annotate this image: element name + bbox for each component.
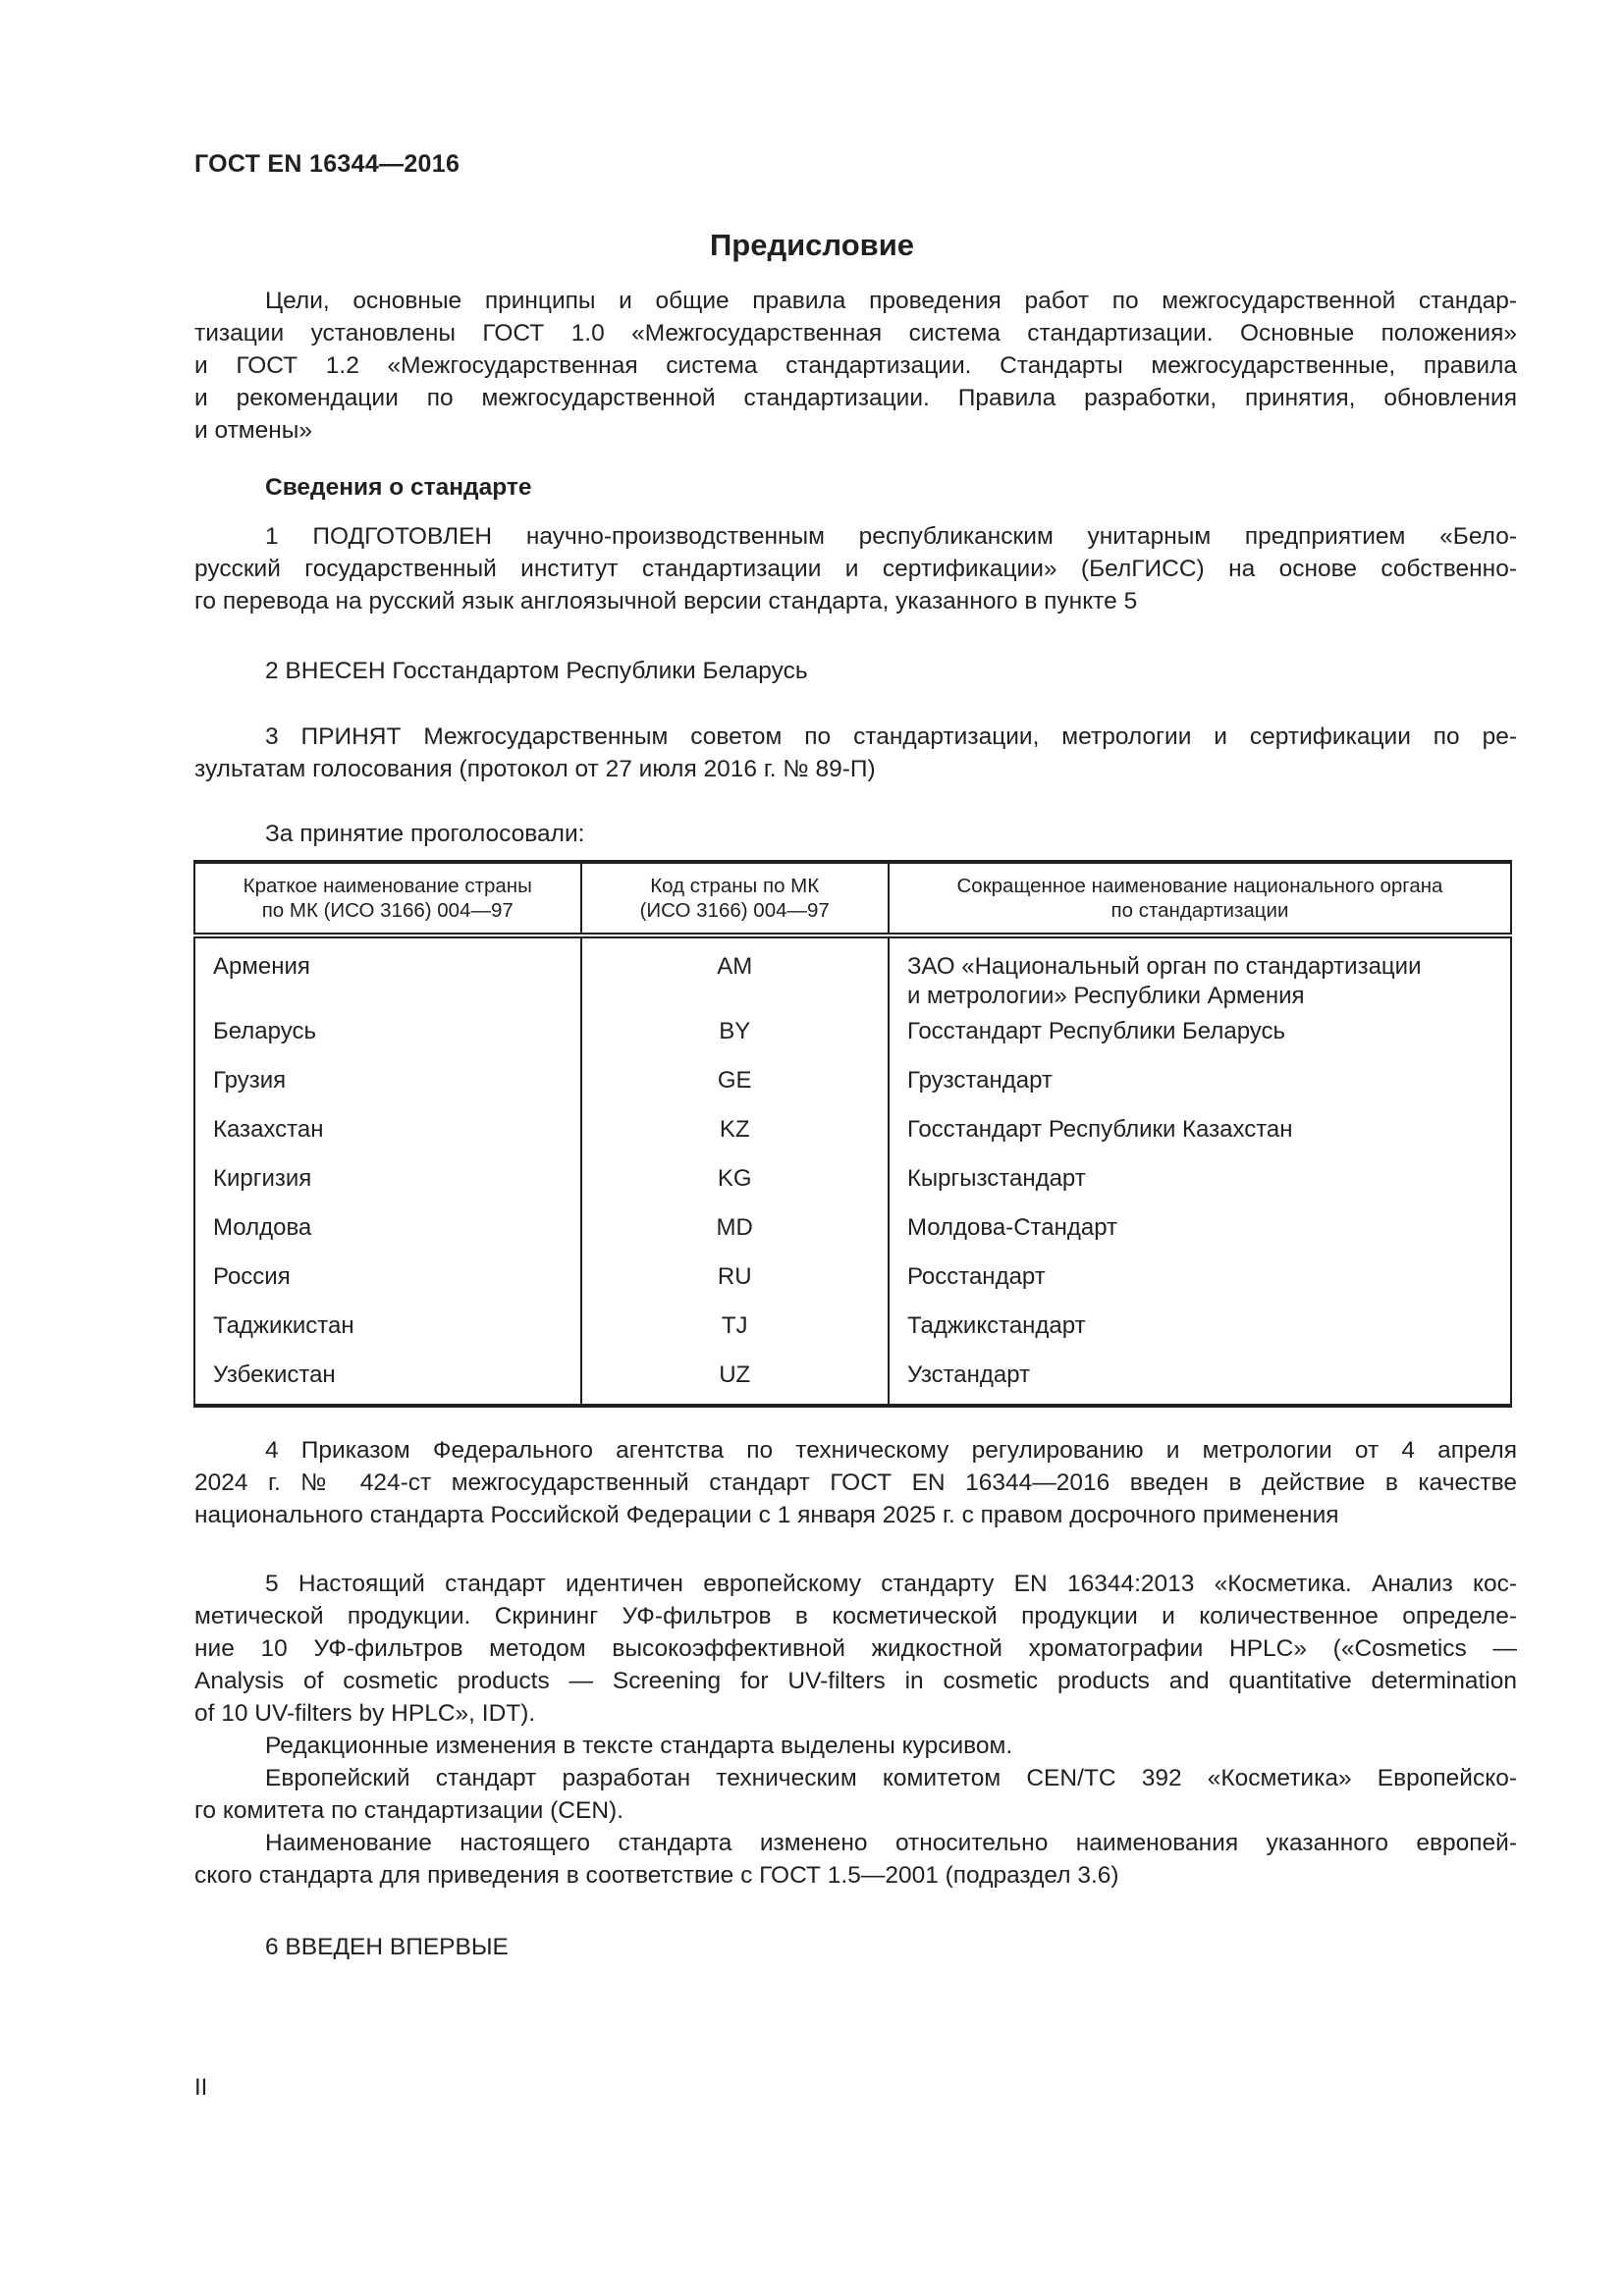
cell-code: KG bbox=[581, 1164, 889, 1213]
text-line: ского стандарта для приведения в соответствие с ГОСТ 1.5—2001 (подраздел 3.6) bbox=[194, 1862, 1119, 1889]
item-4-order bbox=[194, 1434, 1517, 1531]
cell-code: KZ bbox=[581, 1115, 889, 1164]
cell-country: Россия bbox=[194, 1262, 581, 1311]
text-line: национального стандарта Российской Федерации с 1 января 2025 г. с правом досрочного применения bbox=[194, 1502, 1339, 1528]
text-line: Analysis of cosmetic products — Screening for UV-filters in cosmetic products and quantitative determination bbox=[194, 1668, 1517, 1694]
table-row bbox=[194, 1213, 1511, 1262]
text-line: Редакционные изменения в тексте стандарта выделены курсивом. bbox=[265, 1733, 1013, 1759]
text-line: тизации установлены ГОСТ 1.0 «Межгосударственная система стандартизации. Основные положения» bbox=[194, 320, 1517, 347]
cell-country: Киргизия bbox=[194, 1164, 581, 1213]
cell-country: Грузия bbox=[194, 1066, 581, 1115]
text-line: го перевода на русский язык англоязычной версии стандарта, указанного в пункте 5 bbox=[194, 588, 1138, 614]
vote-label: За принятие проголосовали: bbox=[265, 821, 585, 847]
page-number: II bbox=[194, 2074, 208, 2101]
text-line: Наименование настоящего стандарта изменено относительно наименования указанного европей- bbox=[265, 1830, 1517, 1856]
column-header-code: Код страны по МК (ИСО 3166) 004—97 bbox=[581, 862, 889, 935]
cell-national-body: Узстандарт bbox=[889, 1361, 1511, 1406]
cell-country: Таджикистан bbox=[194, 1311, 581, 1361]
cell-code: UZ bbox=[581, 1361, 889, 1406]
cell-country: Казахстан bbox=[194, 1115, 581, 1164]
text-line: и рекомендации по межгосударственной стандартизации. Правила разработки, принятия, обновления bbox=[194, 385, 1517, 411]
text-line: и отмены» bbox=[194, 417, 313, 444]
document-code-header: ГОСТ EN 16344—2016 bbox=[194, 150, 460, 178]
text-line: 6 ВВЕДЕН ВПЕРВЫЕ bbox=[265, 1934, 509, 1960]
table-row bbox=[194, 1017, 1511, 1066]
text-line: Европейский стандарт разработан техническим комитетом CEN/TC 392 «Косметика» Европейско- bbox=[265, 1765, 1517, 1791]
item-2-submitted bbox=[194, 655, 1517, 687]
table-row bbox=[194, 1115, 1511, 1164]
voting-countries-table bbox=[193, 860, 1512, 1408]
intro-paragraph bbox=[194, 285, 1517, 447]
table-header-row bbox=[194, 862, 1511, 935]
section-heading-standard-info: Сведения о стандарте bbox=[265, 474, 532, 501]
text-line: 5 Настоящий стандарт идентичен европейскому стандарту EN 16344:2013 «Косметика. Анализ кос- bbox=[265, 1571, 1517, 1597]
cell-national-body: ЗАО «Национальный орган по стандартизации и метрологии» Республики Армения bbox=[889, 935, 1511, 1017]
cell-national-body: Грузстандарт bbox=[889, 1066, 1511, 1115]
item-3-adopted bbox=[194, 721, 1517, 785]
text-line: 4 Приказом Федерального агентства по техническому регулированию и метрологии от 4 апреля bbox=[265, 1437, 1517, 1464]
text-line: of 10 UV-filters by HPLC», IDT). bbox=[194, 1700, 536, 1727]
table-row bbox=[194, 1361, 1511, 1406]
item-6-introduced bbox=[194, 1931, 1517, 1963]
cell-country: Молдова bbox=[194, 1213, 581, 1262]
table-row bbox=[194, 1164, 1511, 1213]
table-row bbox=[194, 1311, 1511, 1361]
cell-country: Беларусь bbox=[194, 1017, 581, 1066]
item-5-identity bbox=[194, 1568, 1517, 1892]
cell-national-body: Таджикстандарт bbox=[889, 1311, 1511, 1361]
cell-national-body: Госстандарт Республики Казахстан bbox=[889, 1115, 1511, 1164]
text-line: ние 10 УФ-фильтров методом высокоэффективной жидкостной хроматографии HPLC» («Cosmetics — bbox=[194, 1635, 1517, 1662]
column-header-national-body: Сокращенное наименование национального органа по стандартизации bbox=[889, 862, 1511, 935]
text-line: 2024 г. № 424-ст межгосударственный стандарт ГОСТ EN 16344—2016 введен в действие в качестве bbox=[194, 1469, 1517, 1496]
text-line: и ГОСТ 1.2 «Межгосударственная система стандартизации. Стандарты межгосударственные, правила bbox=[194, 352, 1517, 379]
cell-national-body: Росстандарт bbox=[889, 1262, 1511, 1311]
cell-code: TJ bbox=[581, 1311, 889, 1361]
cell-code: AM bbox=[581, 935, 889, 1017]
item-1-prepared bbox=[194, 520, 1517, 617]
text-line: зультатам голосования (протокол от 27 июля 2016 г. № 89-П) bbox=[194, 756, 876, 782]
table-row bbox=[194, 1262, 1511, 1311]
cell-code: BY bbox=[581, 1017, 889, 1066]
cell-country: Узбекистан bbox=[194, 1361, 581, 1406]
text-line: метической продукции. Скрининг УФ-фильтров в косметической продукции и количественное определе- bbox=[194, 1603, 1517, 1629]
table-row bbox=[194, 1066, 1511, 1115]
cell-national-body: Госстандарт Республики Беларусь bbox=[889, 1017, 1511, 1066]
text-line: Цели, основные принципы и общие правила проведения работ по межгосударственной стандар- bbox=[265, 288, 1517, 314]
text-line: 2 ВНЕСЕН Госстандартом Республики Беларусь bbox=[265, 658, 808, 684]
column-header-country: Краткое наименование страны по МК (ИСО 3166) 004—97 bbox=[194, 862, 581, 935]
cell-national-body: Кыргызстандарт bbox=[889, 1164, 1511, 1213]
cell-code: RU bbox=[581, 1262, 889, 1311]
cell-national-body: Молдова-Стандарт bbox=[889, 1213, 1511, 1262]
text-line: 1 ПОДГОТОВЛЕН научно-производственным республиканским унитарным предприятием «Бело- bbox=[265, 523, 1517, 550]
cell-code: MD bbox=[581, 1213, 889, 1262]
page-title: Предисловие bbox=[709, 228, 914, 262]
table-row bbox=[194, 935, 1511, 1017]
cell-country: Армения bbox=[194, 935, 581, 1017]
text-line: русский государственный институт стандартизации и сертификации» (БелГИСС) на основе собственно- bbox=[194, 556, 1517, 582]
text-line: 3 ПРИНЯТ Межгосударственным советом по стандартизации, метрологии и сертификации по ре- bbox=[265, 723, 1517, 750]
text-line: го комитета по стандартизации (CEN). bbox=[194, 1797, 624, 1824]
cell-code: GE bbox=[581, 1066, 889, 1115]
